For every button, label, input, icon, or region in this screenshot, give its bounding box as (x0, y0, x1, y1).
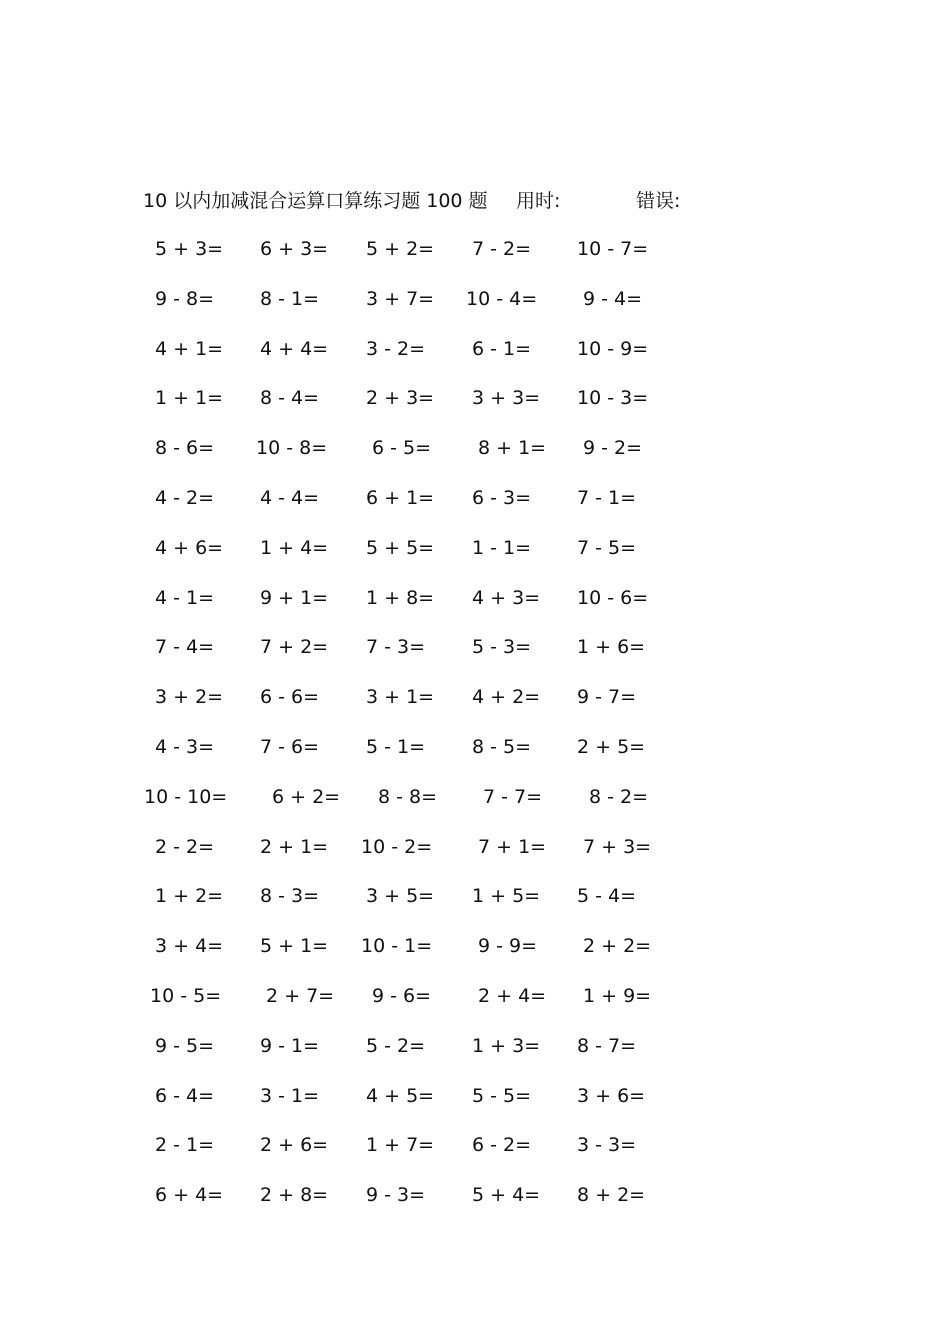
arithmetic-problem: 1 - 1= (472, 536, 532, 559)
arithmetic-problem: 4 - 2= (155, 487, 215, 509)
arithmetic-problem: 10 - 6= (577, 586, 649, 609)
arithmetic-problem: 2 + 3= (366, 387, 435, 410)
arithmetic-problem: 10 - 4= (466, 287, 538, 310)
arithmetic-problem: 3 + 2= (155, 686, 224, 709)
arithmetic-problem: 4 - 3= (155, 736, 215, 758)
problem-row (0, 632, 950, 662)
arithmetic-problem: 1 + 8= (366, 586, 435, 609)
arithmetic-problem: 4 + 6= (155, 536, 224, 559)
arithmetic-problem: 2 + 7= (266, 985, 335, 1007)
problem-row (0, 1031, 950, 1061)
arithmetic-problem: 5 + 1= (260, 935, 329, 958)
arithmetic-problem: 10 - 8= (256, 437, 328, 460)
arithmetic-problem: 10 - 5= (150, 985, 222, 1007)
arithmetic-problem: 9 - 4= (583, 287, 643, 310)
arithmetic-problem: 4 + 4= (260, 337, 329, 360)
arithmetic-problem: 1 + 5= (472, 885, 541, 908)
problem-row (0, 981, 950, 1011)
arithmetic-problem: 6 - 1= (472, 337, 532, 360)
problem-row (0, 1130, 950, 1160)
time-used-label: 用时: (516, 190, 561, 212)
arithmetic-problem: 10 - 9= (577, 337, 649, 360)
arithmetic-problem: 8 - 1= (260, 287, 320, 310)
arithmetic-problem: 6 - 5= (372, 437, 432, 460)
arithmetic-problem: 9 + 1= (260, 586, 329, 609)
arithmetic-problem: 1 + 6= (577, 636, 646, 659)
arithmetic-problem: 3 + 6= (577, 1084, 646, 1107)
arithmetic-problem: 2 + 6= (260, 1134, 329, 1157)
arithmetic-problem: 6 - 3= (472, 487, 532, 509)
arithmetic-problem: 5 - 5= (472, 1084, 532, 1107)
arithmetic-problem: 4 - 4= (260, 487, 320, 509)
problem-row (0, 483, 950, 513)
arithmetic-problem: 10 - 7= (577, 238, 649, 260)
arithmetic-problem: 7 - 7= (483, 785, 543, 808)
arithmetic-problem: 7 - 4= (155, 636, 215, 659)
arithmetic-problem: 3 - 1= (260, 1084, 320, 1107)
arithmetic-problem: 9 - 6= (372, 985, 432, 1007)
arithmetic-problem: 8 + 2= (577, 1184, 646, 1207)
arithmetic-problem: 5 + 5= (366, 536, 435, 559)
arithmetic-problem: 8 + 1= (478, 437, 547, 460)
arithmetic-problem: 4 + 3= (472, 586, 541, 609)
arithmetic-problem: 6 - 6= (260, 686, 320, 709)
arithmetic-problem: 6 + 2= (272, 785, 341, 808)
arithmetic-problem: 6 + 3= (260, 238, 329, 260)
arithmetic-problem: 2 - 2= (155, 835, 215, 858)
arithmetic-problem: 9 - 7= (577, 686, 637, 709)
arithmetic-problem: 9 - 3= (366, 1184, 426, 1207)
error-count-label: 错误: (636, 190, 681, 212)
problem-row (0, 931, 950, 961)
arithmetic-problem: 10 - 10= (144, 785, 228, 808)
arithmetic-problem: 6 + 1= (366, 487, 435, 509)
problem-row (0, 583, 950, 613)
problem-row (0, 881, 950, 911)
problem-row (0, 383, 950, 413)
arithmetic-problem: 3 + 4= (155, 935, 224, 958)
problem-row (0, 284, 950, 314)
arithmetic-problem: 6 + 4= (155, 1184, 224, 1207)
arithmetic-problem: 5 - 4= (577, 885, 637, 908)
arithmetic-problem: 9 - 5= (155, 1034, 215, 1057)
arithmetic-problem: 4 + 5= (366, 1084, 435, 1107)
arithmetic-problem: 2 + 1= (260, 835, 329, 858)
arithmetic-problem: 10 - 1= (361, 935, 433, 958)
problem-row (0, 433, 950, 463)
arithmetic-problem: 8 - 3= (260, 885, 320, 908)
arithmetic-problem: 7 - 5= (577, 536, 637, 559)
arithmetic-problem: 7 + 1= (478, 835, 547, 858)
arithmetic-problem: 5 - 1= (366, 736, 426, 758)
arithmetic-problem: 2 + 5= (577, 736, 646, 758)
arithmetic-problem: 5 - 3= (472, 636, 532, 659)
arithmetic-problem: 8 - 2= (589, 785, 649, 808)
worksheet-title: 10 以内加减混合运算口算练习题 100 题 (143, 190, 488, 212)
arithmetic-problem: 6 - 4= (155, 1084, 215, 1107)
arithmetic-problem: 1 + 7= (366, 1134, 435, 1157)
arithmetic-problem: 4 + 2= (472, 686, 541, 709)
problem-row (0, 682, 950, 712)
arithmetic-problem: 4 - 1= (155, 586, 215, 609)
arithmetic-problem: 3 + 3= (472, 387, 541, 410)
arithmetic-problem: 8 - 7= (577, 1034, 637, 1057)
problem-row (0, 533, 950, 563)
arithmetic-problem: 1 + 3= (472, 1034, 541, 1057)
arithmetic-problem: 10 - 2= (361, 835, 433, 858)
arithmetic-problem: 2 + 4= (478, 985, 547, 1007)
problem-row (0, 234, 950, 264)
arithmetic-problem: 2 + 2= (583, 935, 652, 958)
arithmetic-problem: 3 + 1= (366, 686, 435, 709)
arithmetic-problem: 7 - 6= (260, 736, 320, 758)
arithmetic-problem: 8 - 6= (155, 437, 215, 460)
arithmetic-problem: 2 - 1= (155, 1134, 215, 1157)
arithmetic-problem: 8 - 4= (260, 387, 320, 410)
arithmetic-problem: 3 + 5= (366, 885, 435, 908)
arithmetic-problem: 5 + 2= (366, 238, 435, 260)
arithmetic-problem: 7 - 1= (577, 487, 637, 509)
arithmetic-problem: 3 + 7= (366, 287, 435, 310)
arithmetic-problem: 9 - 1= (260, 1034, 320, 1057)
arithmetic-problem: 1 + 1= (155, 387, 224, 410)
arithmetic-problem: 5 - 2= (366, 1034, 426, 1057)
arithmetic-problem: 4 + 1= (155, 337, 224, 360)
arithmetic-problem: 7 - 2= (472, 238, 532, 260)
arithmetic-problem: 10 - 3= (577, 387, 649, 410)
arithmetic-problem: 8 - 8= (378, 785, 438, 808)
arithmetic-problem: 1 + 4= (260, 536, 329, 559)
arithmetic-problem: 5 + 4= (472, 1184, 541, 1207)
problem-row (0, 1081, 950, 1111)
arithmetic-problem: 3 - 3= (577, 1134, 637, 1157)
problem-row (0, 1180, 950, 1210)
problem-row (0, 732, 950, 762)
arithmetic-problem: 1 + 9= (583, 985, 652, 1007)
arithmetic-problem: 9 - 2= (583, 437, 643, 460)
arithmetic-problem: 2 + 8= (260, 1184, 329, 1207)
problem-row (0, 334, 950, 364)
arithmetic-problem: 1 + 2= (155, 885, 224, 908)
arithmetic-problem: 5 + 3= (155, 238, 224, 260)
arithmetic-problem: 9 - 9= (478, 935, 538, 958)
arithmetic-problem: 3 - 2= (366, 337, 426, 360)
arithmetic-problem: 6 - 2= (472, 1134, 532, 1157)
arithmetic-problem: 7 + 3= (583, 835, 652, 858)
arithmetic-problem: 7 - 3= (366, 636, 426, 659)
arithmetic-problem: 7 + 2= (260, 636, 329, 659)
arithmetic-problem: 9 - 8= (155, 287, 215, 310)
problem-row (0, 832, 950, 862)
arithmetic-problem: 8 - 5= (472, 736, 532, 758)
problem-row (0, 782, 950, 812)
